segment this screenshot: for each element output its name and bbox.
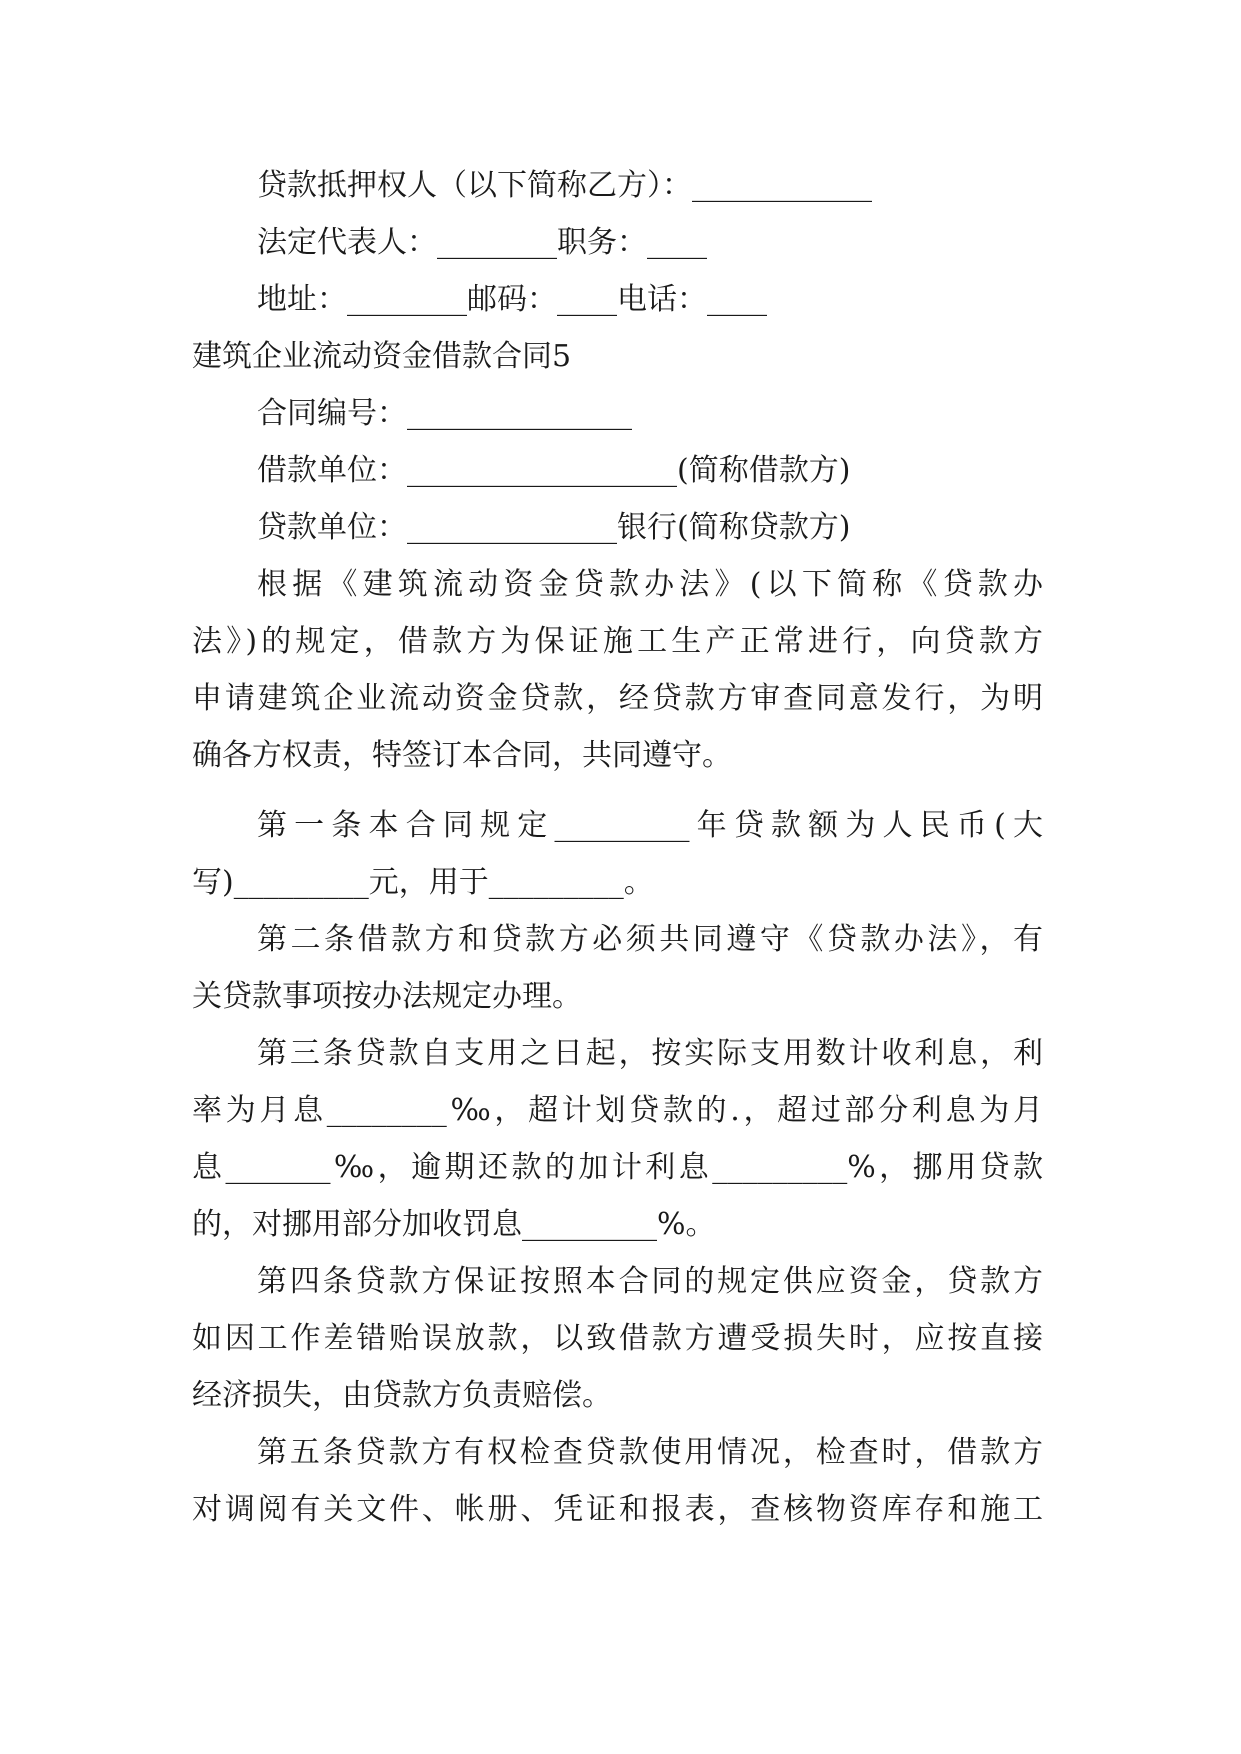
article-3-line: 息_______‰，逾期还款的加计利息_________%，挪用贷款: [192, 1150, 1043, 1185]
article-2-line: 关贷款事项按办法规定办理。: [192, 979, 582, 1014]
contract-number-line: 合同编号：_______________: [257, 396, 632, 431]
article-3-line: 的，对挪用部分加收罚息_________%。: [192, 1207, 716, 1242]
article-1-line: 写)_________元，用于_________。: [192, 865, 654, 900]
article-2-line: 第二条借款方和贷款方必须共同遵守《贷款办法》，有: [257, 922, 1043, 957]
mortgagee-line: 贷款抵押权人（以下简称乙方）：____________: [257, 168, 872, 203]
lender-line: 贷款单位：______________银行(简称贷款方): [257, 510, 851, 545]
article-3-line: 率为月息________‰，超计划贷款的.，超过部分利息为月: [192, 1093, 1043, 1128]
article-3-line: 第三条贷款自支用之日起，按实际支用数计收利息，利: [257, 1036, 1043, 1071]
preamble-line: 申请建筑企业流动资金贷款，经贷款方审查同意发行，为明: [192, 681, 1043, 716]
preamble-line: 确各方权责，特签订本合同，共同遵守。: [192, 738, 732, 773]
article-4-line: 经济损失，由贷款方负责赔偿。: [192, 1378, 612, 1413]
article-5-line: 第五条贷款方有权检查贷款使用情况，检查时，借款方: [257, 1435, 1043, 1470]
article-1-line: 第一条本合同规定_________年贷款额为人民币(大: [257, 808, 1043, 843]
contract-title: 建筑企业流动资金借款合同5: [192, 339, 572, 374]
article-4-line: 第四条贷款方保证按照本合同的规定供应资金，贷款方: [257, 1264, 1043, 1299]
address-line: 地址：________邮码：____电话：____: [257, 282, 767, 317]
preamble-line: 法》)的规定，借款方为保证施工生产正常进行，向贷款方: [192, 624, 1043, 659]
preamble-line: 根据《建筑流动资金贷款办法》(以下简称《贷款办: [257, 567, 1043, 602]
article-5-line: 对调阅有关文件、帐册、凭证和报表，查核物资库存和施工: [192, 1492, 1043, 1527]
article-4-line: 如因工作差错贻误放款，以致借款方遭受损失时，应按直接: [192, 1321, 1043, 1356]
borrower-line: 借款单位：__________________(简称借款方): [257, 453, 851, 488]
legal-representative-line: 法定代表人：________职务：____: [257, 225, 707, 260]
